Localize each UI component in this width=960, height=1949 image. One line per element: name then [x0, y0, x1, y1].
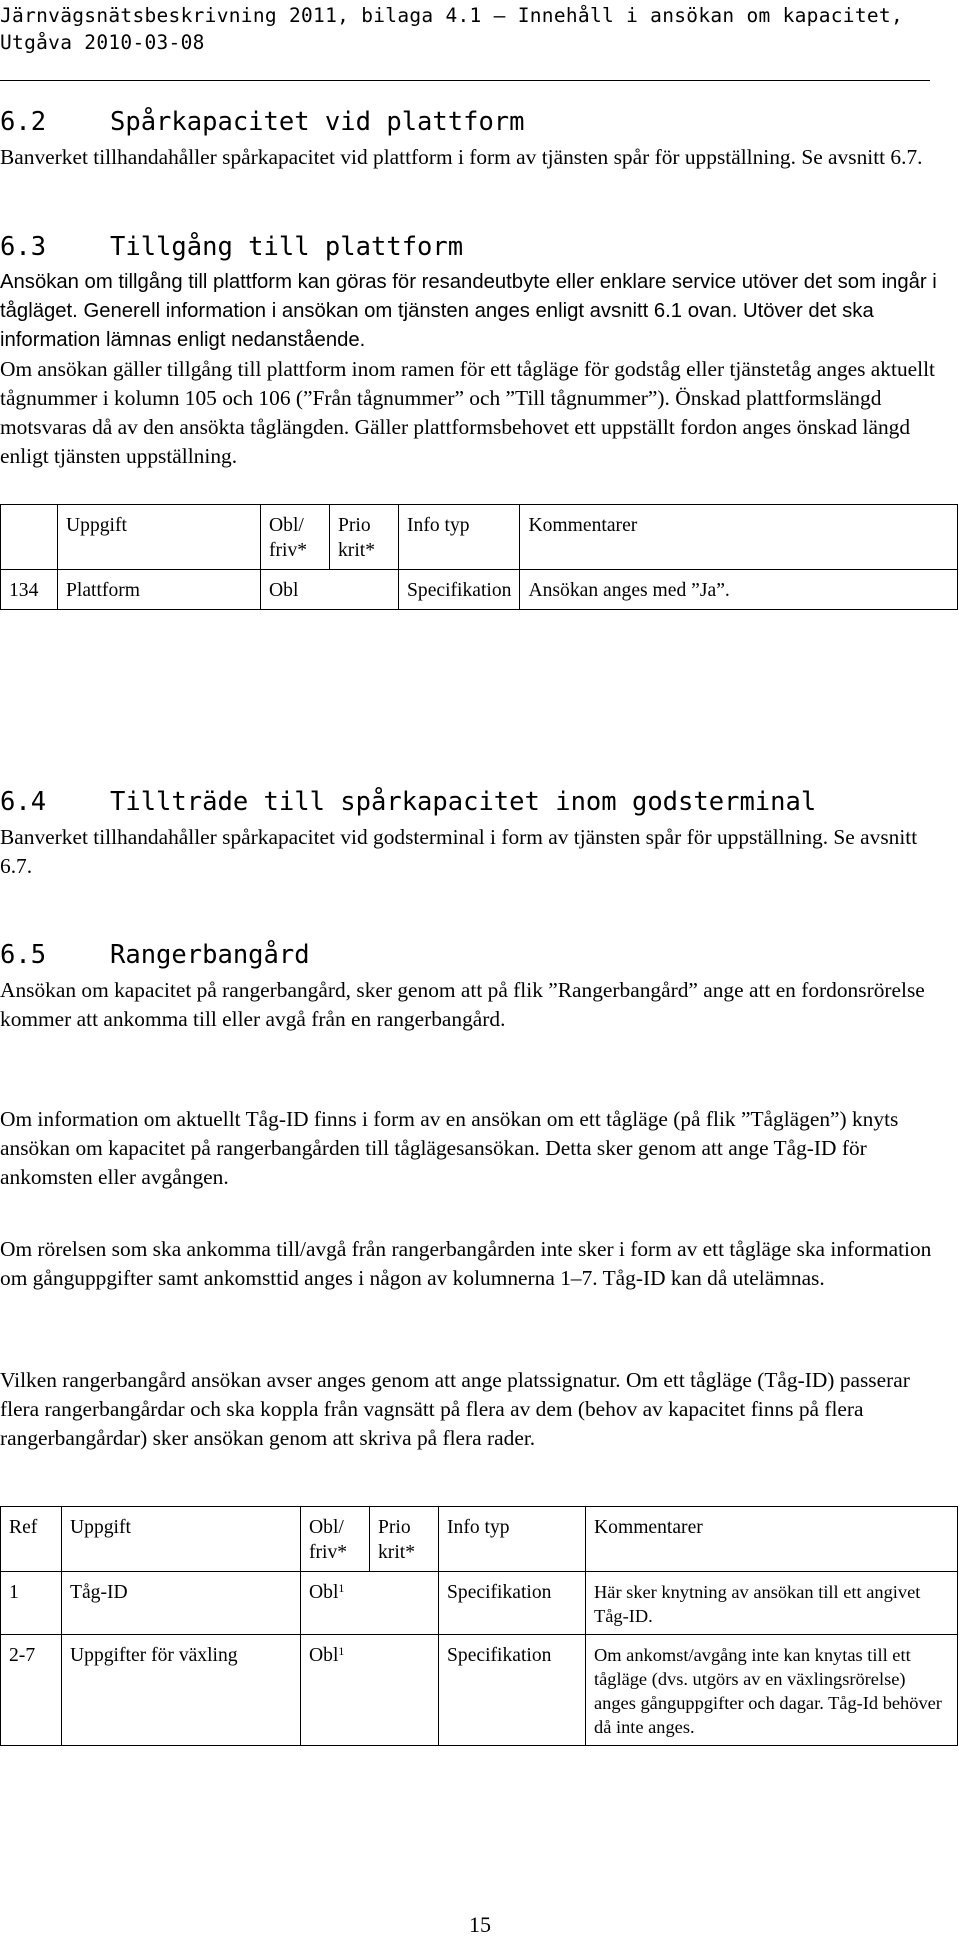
table-cell: Obl — [261, 570, 399, 610]
table-cell: 1 — [1, 1572, 62, 1635]
table-header-row — [1, 505, 958, 570]
section-number: 6.4 — [0, 787, 47, 817]
table-cell — [301, 1635, 439, 1746]
table-header-cell: Uppgift — [62, 1507, 301, 1572]
table-row — [1, 1635, 958, 1746]
page-header — [0, 2, 960, 56]
section-heading-6-3 — [0, 231, 463, 263]
section-6-2-text: Banverket tillhandahåller spårkapacitet vid plattform i form av tjänsten spår för uppställning. Se avsnitt 6.7. — [0, 145, 923, 169]
section-6-5-para-3: Om rörelsen som ska ankomma till/avgå från rangerbangården inte sker i form av ett tågläge ska information om gånguppgifter samt ankomsttid anges i någon av kolumnerna 1–7. Tåg-ID kan då utelämnas. — [0, 1237, 932, 1290]
table-header-cell — [1, 505, 58, 570]
section-title: Rangerbangård — [110, 940, 310, 970]
table-header-cell: Obl/ friv* — [261, 505, 330, 570]
section-6-5-para-1: Ansökan om kapacitet på rangerbangård, sker genom att på flik ”Rangerbangård” ange att en fordonsrörelse kommer att ankomma till eller avgå från en rangerbangård. — [0, 978, 925, 1031]
section-heading-6-2 — [0, 106, 525, 138]
table-header-cell: Obl/ friv* — [301, 1507, 370, 1572]
table-header-cell: Kommentarer — [520, 505, 958, 570]
table-cell: Tåg-ID — [62, 1572, 301, 1635]
table-header-row — [1, 1507, 958, 1572]
table-cell: Specifikation — [439, 1635, 586, 1746]
table-header-cell: Prio krit* — [370, 1507, 439, 1572]
table-cell: Här sker knytning av ansökan till ett angivet Tåg-ID. — [586, 1572, 958, 1635]
table-header-cell: Info typ — [439, 1507, 586, 1572]
table-row — [1, 570, 958, 610]
table-header-cell: Ref — [1, 1507, 62, 1572]
footnote-marker: 1 — [338, 1644, 345, 1658]
header-divider — [0, 80, 930, 81]
obl-value: Obl — [309, 1582, 339, 1603]
platform-table — [0, 504, 958, 610]
footnote-marker: 1 — [338, 1581, 345, 1595]
section-title: Tillträde till spårkapacitet inom godsterminal — [110, 787, 817, 817]
table-cell: Specifikation — [399, 570, 520, 610]
section-6-3-text-b: Om ansökan gäller tillgång till plattform inom ramen för ett tågläge för godståg eller tjänstetåg anges aktuellt tågnummer i kolumn 105 och 106 (”Från tågnummer” och ”Till tågnummer”). Önskad plattformslängd motsvaras då av den ansökta tåglängden. Gäller plattformsbehovet ett uppställt fordon anges önskad längd enligt tjänsten uppställning. — [0, 357, 935, 468]
section-title: Tillgång till plattform — [110, 232, 464, 262]
page-number: 15 — [469, 1912, 491, 1937]
table-header-cell: Info typ — [399, 505, 520, 570]
table-cell: 2-7 — [1, 1635, 62, 1746]
section-title: Spårkapacitet vid plattform — [110, 107, 525, 137]
table-row — [1, 1572, 958, 1635]
table-cell: Uppgifter för växling — [62, 1635, 301, 1746]
section-number: 6.5 — [0, 940, 47, 970]
table-cell: 134 — [1, 570, 58, 610]
section-6-5-para-2: Om information om aktuellt Tåg-ID finns i form av en ansökan om ett tågläge (på flik ”Tåglägen”) knyts ansökan om kapacitet på rangerbangården till tåglägesansökan. Detta sker genom att ange Tåg-ID för ankomsten eller avgången. — [0, 1107, 899, 1189]
section-6-3-text-a: Ansökan om tillgång till plattform kan göras för resandeutbyte eller enklare service utöver det som ingår i tågläget. Generell information i ansökan om tjänsten anges enligt avsnitt 6.1 ovan. Utöver det ska information lämnas enligt nedanstående. — [0, 271, 937, 351]
section-6-4-text: Banverket tillhandahåller spårkapacitet vid godsterminal i form av tjänsten spår för uppställning. Se avsnitt 6.7. — [0, 825, 918, 878]
header-line-1: Järnvägsnätsbeskrivning 2011, bilaga 4.1 – Innehåll i ansökan om kapacitet, — [0, 4, 903, 27]
table-cell: Ansökan anges med ”Ja”. — [520, 570, 958, 610]
table-cell: Plattform — [58, 570, 261, 610]
table-cell — [301, 1572, 439, 1635]
table-header-cell: Kommentarer — [586, 1507, 958, 1572]
header-line-2: Utgåva 2010-03-08 — [0, 31, 205, 54]
table-header-cell: Prio krit* — [330, 505, 399, 570]
obl-value: Obl — [309, 1645, 339, 1666]
table-header-cell: Uppgift — [58, 505, 261, 570]
table-cell: Specifikation — [439, 1572, 586, 1635]
shunting-yard-table — [0, 1506, 958, 1746]
section-number: 6.2 — [0, 107, 47, 137]
table-cell: Om ankomst/avgång inte kan knytas till ett tågläge (dvs. utgörs av en växlingsrörelse) anges gånguppgifter och dagar. Tåg-Id behöver då inte anges. — [586, 1635, 958, 1746]
section-number: 6.3 — [0, 232, 47, 262]
section-heading-6-5 — [0, 939, 310, 971]
section-heading-6-4 — [0, 786, 816, 818]
section-6-5-para-4: Vilken rangerbangård ansökan avser anges genom att ange platssignatur. Om ett tågläge (Tåg-ID) passerar flera rangerbangårdar och ska koppla från vagnsätt på flera av dem (behov av kapacitet finns på flera rangerbangårdar) sker ansökan genom att skriva på flera rader. — [0, 1368, 910, 1450]
